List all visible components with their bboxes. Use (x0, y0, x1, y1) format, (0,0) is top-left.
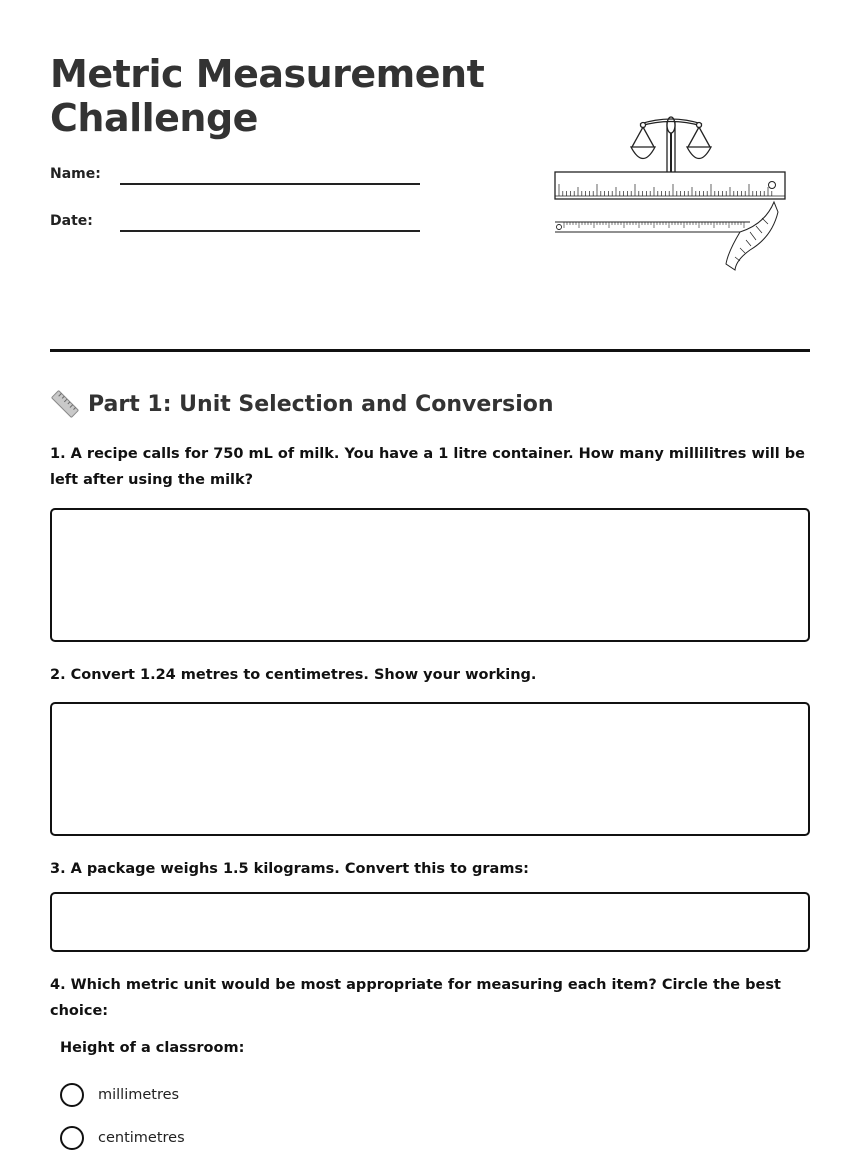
section-1-title: Part 1: Unit Selection and Conversion (88, 391, 554, 417)
measuring-tape-icon (726, 202, 778, 270)
ruler-bottom-icon (555, 222, 750, 232)
radio-button[interactable] (60, 1126, 84, 1150)
section-1-header (50, 388, 554, 420)
date-field[interactable] (50, 213, 430, 237)
question-3: 3. A package weighs 1.5 kilograms. Convert this to grams: (50, 861, 529, 877)
option-centimetres[interactable] (60, 1125, 185, 1151)
name-field[interactable] (50, 166, 430, 190)
option-label: millimetres (98, 1087, 180, 1103)
answer-box-3[interactable] (50, 892, 810, 952)
option-millimetres[interactable] (60, 1082, 179, 1108)
question-1: 1. A recipe calls for 750 mL of milk. You have a 1 litre container. How many millilitres will be left after using the milk? (50, 446, 806, 488)
ruler-icon (50, 389, 80, 419)
ruler-top-icon (555, 172, 785, 199)
balance-scale-icon (631, 117, 711, 172)
date-label: Date: (50, 213, 93, 229)
option-label: centimetres (98, 1130, 185, 1146)
question-4: 4. Which metric unit would be most appropriate for measuring each item? Circle the best choice: (50, 977, 781, 1019)
answer-box-1[interactable] (50, 508, 810, 642)
scale-and-rulers-illustration (550, 112, 795, 272)
question-2: 2. Convert 1.24 metres to centimetres. Show your working. (50, 667, 537, 683)
radio-button[interactable] (60, 1083, 84, 1107)
q4-item-label: Height of a classroom: (60, 1040, 245, 1056)
answer-box-2[interactable] (50, 702, 810, 836)
name-input-line[interactable] (120, 183, 420, 185)
page-title: Metric Measurement Challenge (50, 52, 485, 140)
date-input-line[interactable] (120, 230, 420, 232)
name-label: Name: (50, 166, 101, 182)
section-divider (50, 349, 810, 352)
